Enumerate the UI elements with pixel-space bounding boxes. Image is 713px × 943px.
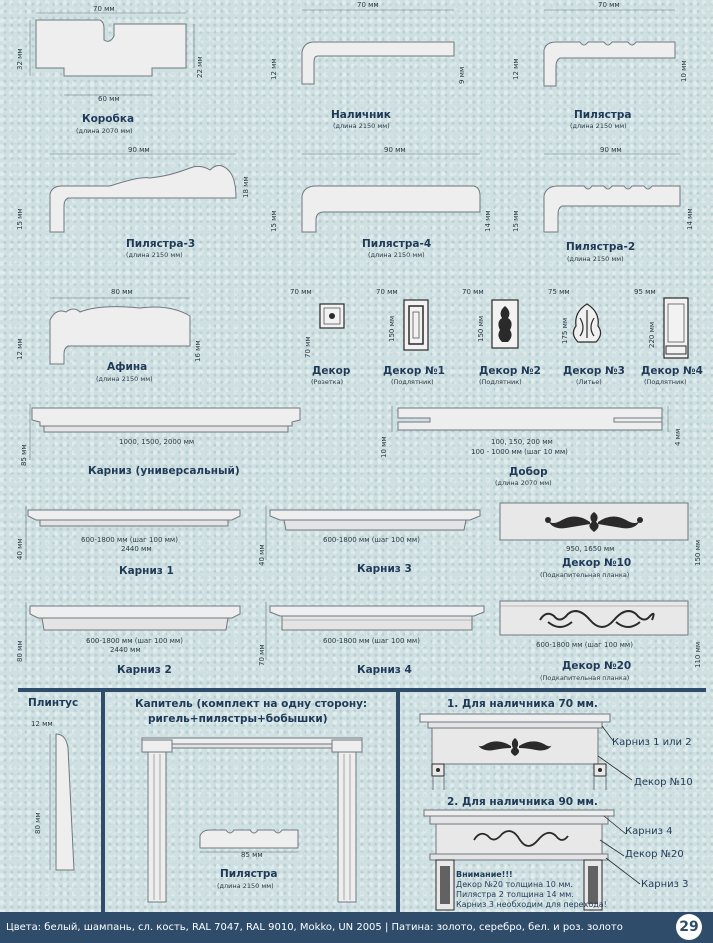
afina-sub: (длина 2150 мм) bbox=[96, 375, 153, 383]
for90-note3: Карниз 3 необходим для перехода! bbox=[456, 900, 607, 909]
decor10-sub: (Подкапительная планка) bbox=[540, 571, 630, 579]
decor2-height: 150 мм bbox=[477, 315, 485, 342]
decor10-title: Декор №10 bbox=[562, 557, 632, 569]
karniz2-title: Карниз 2 bbox=[117, 664, 172, 676]
decor3-sub: (Литье) bbox=[576, 378, 602, 386]
pilyastra4-height-right: 14 мм bbox=[484, 210, 492, 232]
karniz2-length1: 600-1800 мм (шаг 100 мм) bbox=[86, 637, 183, 645]
korobka-sub: (длина 2070 мм) bbox=[76, 127, 133, 135]
plintus-width: 12 мм bbox=[31, 720, 53, 728]
karniz1-length1: 600-1800 мм (шаг 100 мм) bbox=[81, 536, 178, 544]
karniz4-height: 70 мм bbox=[258, 644, 266, 666]
pilyastra2-width: 90 мм bbox=[600, 146, 622, 154]
karniz-univ-title: Карниз (универсальный) bbox=[88, 465, 240, 477]
korobka-title: Коробка bbox=[82, 113, 135, 125]
karniz-univ-height: 85 мм bbox=[20, 444, 28, 466]
decor2-width: 70 мм bbox=[462, 288, 484, 296]
decor20-title: Декор №20 bbox=[562, 660, 632, 672]
decor2-title: Декор №2 bbox=[479, 365, 541, 377]
pilyastra-height-left: 12 мм bbox=[512, 58, 520, 80]
dobor-length1: 100, 150, 200 мм bbox=[491, 438, 553, 446]
decor1-width: 70 мм bbox=[376, 288, 398, 296]
pilyastra2-sub: (длина 2150 мм) bbox=[567, 255, 624, 263]
decor1-title: Декор №1 bbox=[383, 365, 445, 377]
decor1-sub: (Подлятник) bbox=[391, 378, 434, 386]
kapitel-pil-sub: (длина 2150 мм) bbox=[217, 882, 274, 890]
karniz4-length: 600-1800 мм (шаг 100 мм) bbox=[323, 637, 420, 645]
dobor-height-right: 4 мм bbox=[674, 428, 682, 446]
dobor-height-left: 10 мм bbox=[380, 436, 388, 458]
for90-callout1: Карниз 4 bbox=[625, 826, 673, 837]
karniz3-height: 40 мм bbox=[258, 544, 266, 566]
kapitel-pil-width: 85 мм bbox=[241, 851, 263, 859]
plintus-title: Плинтус bbox=[28, 697, 79, 709]
nalichnik-width: 70 мм bbox=[357, 1, 379, 9]
decor20-length: 600-1800 мм (шаг 100 мм) bbox=[536, 641, 633, 649]
nalichnik-sub: (длина 2150 мм) bbox=[333, 122, 390, 130]
pilyastra2-height-right: 14 мм bbox=[686, 208, 694, 230]
decor4-title: Декор №4 bbox=[641, 365, 703, 377]
for70-callout1: Карниз 1 или 2 bbox=[612, 737, 692, 748]
pilyastra3-sub: (длина 2150 мм) bbox=[126, 251, 183, 259]
karniz-univ-length: 1000, 1500, 2000 мм bbox=[119, 438, 195, 446]
karniz1-length2: 2440 мм bbox=[121, 545, 152, 553]
korobka-width-top: 70 мм bbox=[93, 5, 115, 13]
korobka-width-bottom: 60 мм bbox=[98, 95, 120, 103]
karniz3-title: Карниз 3 bbox=[357, 563, 412, 575]
karniz3-length: 600-1800 мм (шаг 100 мм) bbox=[323, 536, 420, 544]
karniz1-height: 40 мм bbox=[16, 538, 24, 560]
for90-callout3: Карниз 3 bbox=[641, 879, 689, 890]
for90-title: 2. Для наличника 90 мм. bbox=[447, 796, 598, 808]
dobor-sub: (длина 2070 мм) bbox=[495, 479, 552, 487]
for90-note-title: Внимание!!! bbox=[456, 870, 513, 879]
kapitel-pil-title: Пилястра bbox=[220, 868, 278, 880]
decor4-sub: (Подлятник) bbox=[644, 378, 687, 386]
pilyastra2-height-left: 15 мм bbox=[512, 210, 520, 232]
decor20-height: 110 мм bbox=[694, 641, 702, 668]
afina-height-left: 12 мм bbox=[16, 338, 24, 360]
for90-note1: Декор №20 толщина 10 мм. bbox=[456, 880, 573, 889]
karniz2-length2: 2440 мм bbox=[110, 646, 141, 654]
dobor-length2: 100 - 1000 мм (шаг 10 мм) bbox=[471, 448, 568, 456]
decor3-width: 75 мм bbox=[548, 288, 570, 296]
decor-height: 70 мм bbox=[304, 336, 312, 358]
plintus-height: 80 мм bbox=[34, 812, 42, 834]
decor-width: 70 мм bbox=[290, 288, 312, 296]
decor2-sub: (Подлятник) bbox=[479, 378, 522, 386]
decor1-height: 150 мм bbox=[388, 315, 396, 342]
pilyastra2-title: Пилястра-2 bbox=[566, 241, 636, 253]
decor10-length: 950, 1650 мм bbox=[566, 545, 615, 553]
for90-note2: Пилястра 2 толщина 14 мм. bbox=[456, 890, 574, 899]
pilyastra4-title: Пилястра-4 bbox=[362, 238, 432, 250]
decor4-width: 95 мм bbox=[634, 288, 656, 296]
decor20-sub: (Подкапительная планка) bbox=[540, 674, 630, 682]
decor3-height: 175 мм bbox=[561, 317, 569, 344]
afina-width: 80 мм bbox=[111, 288, 133, 296]
pilyastra4-sub: (длина 2150 мм) bbox=[368, 251, 425, 259]
pilyastra3-title: Пилястра-3 bbox=[126, 238, 196, 250]
decor-sub: (Розетка) bbox=[311, 378, 344, 386]
nalichnik-height-left: 12 мм bbox=[270, 58, 278, 80]
karniz1-title: Карниз 1 bbox=[119, 565, 174, 577]
dobor-title: Добор bbox=[509, 466, 548, 478]
nalichnik-title: Наличник bbox=[331, 109, 391, 121]
decor4-height: 220 мм bbox=[648, 321, 656, 348]
for70-title: 1. Для наличника 70 мм. bbox=[447, 698, 598, 710]
afina-height-right: 16 мм bbox=[194, 340, 202, 362]
pilyastra-sub: (длина 2150 мм) bbox=[570, 122, 627, 130]
decor-title: Декор bbox=[312, 365, 351, 377]
korobka-height-left: 32 мм bbox=[16, 48, 24, 70]
pilyastra4-width: 90 мм bbox=[384, 146, 406, 154]
karniz2-height: 80 мм bbox=[16, 640, 24, 662]
nalichnik-height-right: 9 мм bbox=[458, 66, 466, 84]
pilyastra-width: 70 мм bbox=[598, 1, 620, 9]
for70-callout2: Декор №10 bbox=[634, 777, 693, 788]
pilyastra3-height-left: 15 мм bbox=[16, 208, 24, 230]
decor3-title: Декор №3 bbox=[563, 365, 625, 377]
afina-title: Афина bbox=[107, 361, 148, 373]
footer-text: Цвета: белый, шампань, сл. кость, RAL 7047, RAL 9010, Mokko, UN 2005 | Патина: золото, серебро, бел. и роз. золото bbox=[6, 922, 623, 933]
kapitel-title-line2: ригель+пилястры+бобышки) bbox=[148, 713, 328, 725]
karniz4-title: Карниз 4 bbox=[357, 664, 412, 676]
pilyastra-title: Пилястра bbox=[574, 109, 632, 121]
pilyastra4-height-left: 15 мм bbox=[270, 210, 278, 232]
pilyastra3-width: 90 мм bbox=[128, 146, 150, 154]
page-number: 29 bbox=[676, 914, 702, 940]
kapitel-title-line1: Капитель (комплект на одну сторону: bbox=[135, 698, 368, 710]
pilyastra-height-right: 10 мм bbox=[680, 60, 688, 82]
korobka-height-right: 22 мм bbox=[196, 56, 204, 78]
for90-callout2: Декор №20 bbox=[625, 849, 684, 860]
pilyastra3-height-right: 18 мм bbox=[242, 176, 250, 198]
decor10-height: 150 мм bbox=[694, 539, 702, 566]
